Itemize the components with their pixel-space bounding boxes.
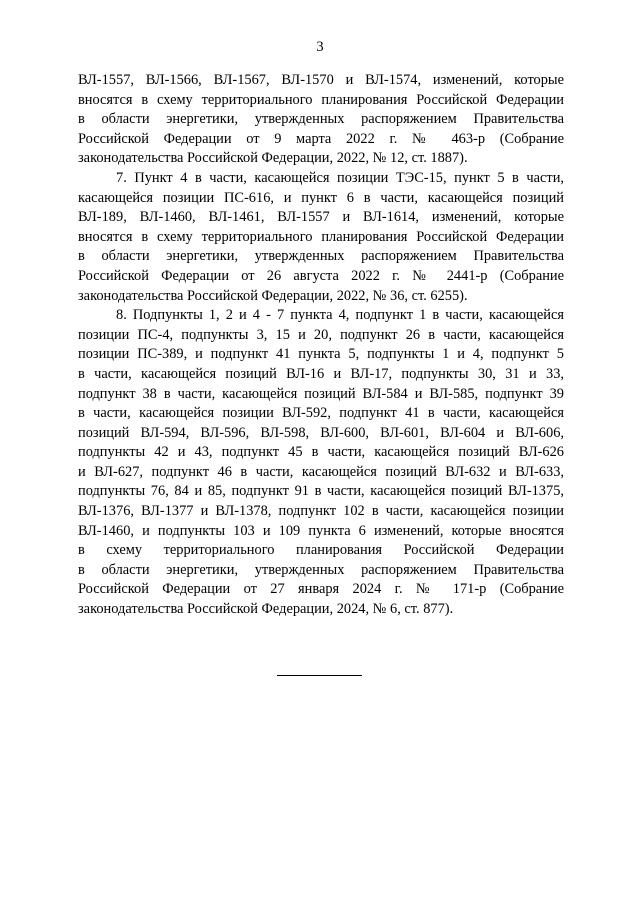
text-line: в области энергетики, утвержденных распоряжением Правительства xyxy=(78,111,564,128)
text-line: касающейся позиции ПС-616, и пункт 6 в части, касающейся позиций xyxy=(78,189,564,206)
text-line: в части, касающейся позиции ВЛ-592, подпункт 41 в части, касающейся xyxy=(78,405,564,422)
text-line: подпункты 42 и 43, подпункт 45 в части, касающейся позиций ВЛ-626 xyxy=(78,444,564,461)
paragraph-continuation xyxy=(78,71,564,169)
text-line: позиции ПС-389, и подпункт 41 пункта 5, подпункты 1 и 4, подпункт 5 xyxy=(78,346,564,363)
text-line: ВЛ-189, ВЛ-1460, ВЛ-1461, ВЛ-1557 и ВЛ-1614, изменений, которые xyxy=(78,209,564,226)
text-line: подпункты 76, 84 и 85, подпункт 91 в части, касающейся позиций ВЛ-1375, xyxy=(78,483,564,500)
text-line: законодательства Российской Федерации, 2022, № 12, ст. 1887). xyxy=(78,150,468,167)
paragraph-item-7 xyxy=(78,169,564,306)
text-line: ВЛ-1460, и подпункты 103 и 109 пункта 6 изменений, которые вносятся xyxy=(78,522,564,539)
text-line: позиции ПС-4, подпункты 3, 15 и 20, подпункт 26 в части, касающейся xyxy=(78,326,564,343)
text-line: вносятся в схему территориального планирования Российской Федерации xyxy=(78,228,564,245)
text-line: Российской Федерации от 27 января 2024 г. № 171-р (Собрание xyxy=(78,581,564,598)
text-line: Российской Федерации от 9 марта 2022 г. № 463-р (Собрание xyxy=(78,130,564,147)
text-line: вносятся в схему территориального планирования Российской Федерации xyxy=(78,91,564,108)
paragraph-item-8 xyxy=(78,306,564,620)
page-number: 3 xyxy=(316,39,324,55)
text-line: в схему территориального планирования Российской Федерации xyxy=(78,542,564,559)
text-line: 7. Пункт 4 в части, касающейся позиции ТЭС-15, пункт 5 в части, xyxy=(116,169,564,186)
end-separator-line xyxy=(277,675,362,676)
text-line: в области энергетики, утвержденных распоряжением Правительства xyxy=(78,561,564,578)
text-line: в области энергетики, утвержденных распоряжением Правительства xyxy=(78,248,564,265)
document-body xyxy=(78,71,564,620)
text-line: законодательства Российской Федерации, 2022, № 36, ст. 6255). xyxy=(78,287,468,304)
text-line: и ВЛ-627, подпункт 46 в части, касающейся позиций ВЛ-632 и ВЛ-633, xyxy=(78,463,564,480)
text-line: Российской Федерации от 26 августа 2022 г. № 2441-р (Собрание xyxy=(78,267,564,284)
text-line: законодательства Российской Федерации, 2024, № 6, ст. 877). xyxy=(78,601,454,618)
text-line: 8. Подпункты 1, 2 и 4 - 7 пункта 4, подпункт 1 в части, касающейся xyxy=(116,307,564,324)
text-line: ВЛ-1557, ВЛ-1566, ВЛ-1567, ВЛ-1570 и ВЛ-1574, изменений, которые xyxy=(78,72,564,88)
text-line: позиций ВЛ-594, ВЛ-596, ВЛ-598, ВЛ-600, ВЛ-601, ВЛ-604 и ВЛ-606, xyxy=(78,424,564,441)
text-line: ВЛ-1376, ВЛ-1377 и ВЛ-1378, подпункт 102 в части, касающейся позиции xyxy=(78,503,564,520)
text-line: в части, касающейся позиций ВЛ-16 и ВЛ-17, подпункты 30, 31 и 33, xyxy=(78,365,564,382)
text-line: подпункт 38 в части, касающейся позиций ВЛ-584 и ВЛ-585, подпункт 39 xyxy=(78,385,564,402)
